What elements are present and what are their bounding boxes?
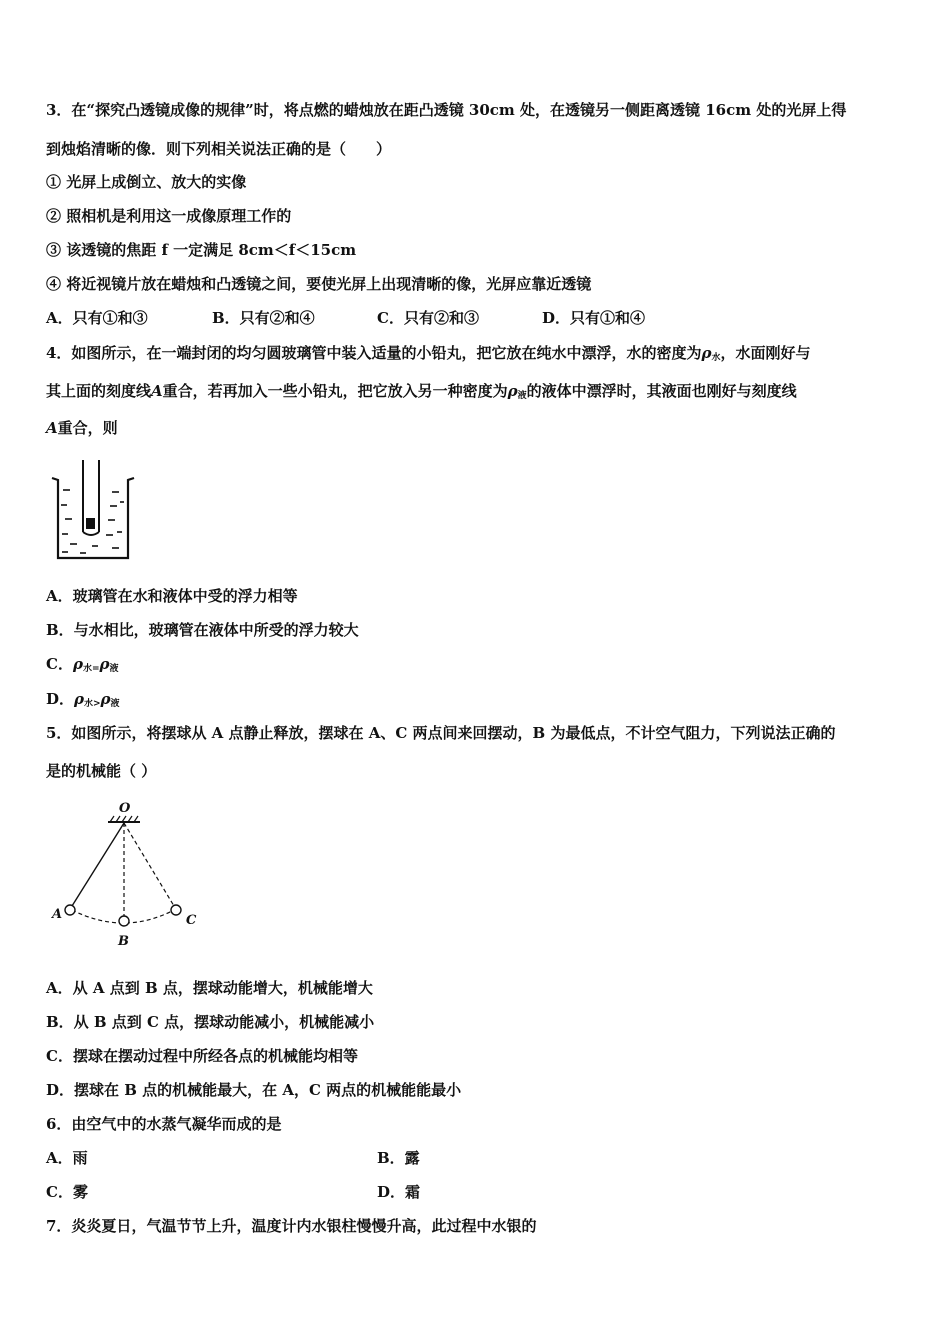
- q3-stem-line1: 3．在“探究凸透镜成像的规律”时，将点燃的蜡烛放在距凸透镜 30cm 处，在透镜另一侧距离透镜 16cm 处的光屏上得: [46, 101, 847, 119]
- q3-option-a: A．只有①和③: [46, 309, 148, 327]
- pendulum-figure: [48, 798, 208, 950]
- label-c: C: [186, 913, 197, 928]
- label-a: A: [52, 907, 63, 922]
- q4-stem-line2: 其上面的刻度线A重合，若再加入一些小铅丸，把它放入另一种密度为$\rho_液$的液体中漂浮时，其液面也刚好与刻度线: [46, 382, 797, 401]
- q7-stem: 7．炎炎夏日，气温节节上升，温度计内水银柱慢慢升高，此过程中水银的: [46, 1217, 537, 1235]
- q3-option-c: C．只有②和③: [377, 309, 479, 327]
- q3-option-d: D．只有①和④: [542, 309, 646, 327]
- q4-option-b: B．与水相比，玻璃管在液体中所受的浮力较大: [46, 621, 359, 639]
- q3-statement-2: ② 照相机是利用这一成像原理工作的: [46, 207, 292, 225]
- q5-option-c: C．摆球在摆动过程中所经各点的机械能均相等: [46, 1047, 358, 1065]
- q6-stem: 6．由空气中的水蒸气凝华而成的是: [46, 1115, 282, 1133]
- q3-option-b: B．只有②和④: [212, 309, 315, 327]
- q4-stem-line3: A重合，则: [46, 419, 118, 437]
- q6-option-b: B．露: [377, 1149, 420, 1167]
- beaker-figure: [50, 458, 136, 562]
- q5-option-a: A．从 A 点到 B 点，摆球动能增大，机械能增大: [46, 979, 373, 997]
- label-o: O: [119, 801, 131, 816]
- q4-option-c: C．$\rho_{水=}\rho_液$: [46, 655, 119, 674]
- q5-stem-line2: 是的机械能（ ）: [46, 762, 157, 780]
- q5-option-b: B．从 B 点到 C 点，摆球动能减小，机械能减小: [46, 1013, 375, 1031]
- q3-statement-1: ① 光屏上成倒立、放大的实像: [46, 173, 247, 191]
- q5-option-d: D．摆球在 B 点的机械能最大，在 A，C 两点的机械能能最小: [46, 1081, 462, 1099]
- q4-option-d: D．$\rho_{水>}\rho_液$: [46, 690, 120, 709]
- q6-option-a: A．雨: [46, 1149, 88, 1167]
- q3-statement-4: ④ 将近视镜片放在蜡烛和凸透镜之间，要使光屏上出现清晰的像，光屏应靠近透镜: [46, 275, 592, 293]
- q5-stem-line1: 5．如图所示，将摆球从 A 点静止释放，摆球在 A、C 两点间来回摆动，B 为最低点，不计空气阻力，下列说法正确的: [46, 724, 836, 742]
- q6-option-c: C．雾: [46, 1183, 88, 1201]
- q4-stem-line1: 4．如图所示，在一端封闭的均匀圆玻璃管中装入适量的小铅丸，把它放在纯水中漂浮，水的密度为$\rho_水$，水面刚好与: [46, 344, 811, 363]
- label-b: B: [118, 934, 129, 949]
- q3-statement-3: ③ 该透镜的焦距 f 一定满足 8cm＜f＜15cm: [46, 241, 357, 259]
- q6-option-d: D．霜: [377, 1183, 421, 1201]
- q4-option-a: A．玻璃管在水和液体中受的浮力相等: [46, 587, 298, 605]
- q3-stem-line2: 到烛焰清晰的像．则下列相关说法正确的是（ ）: [46, 140, 392, 158]
